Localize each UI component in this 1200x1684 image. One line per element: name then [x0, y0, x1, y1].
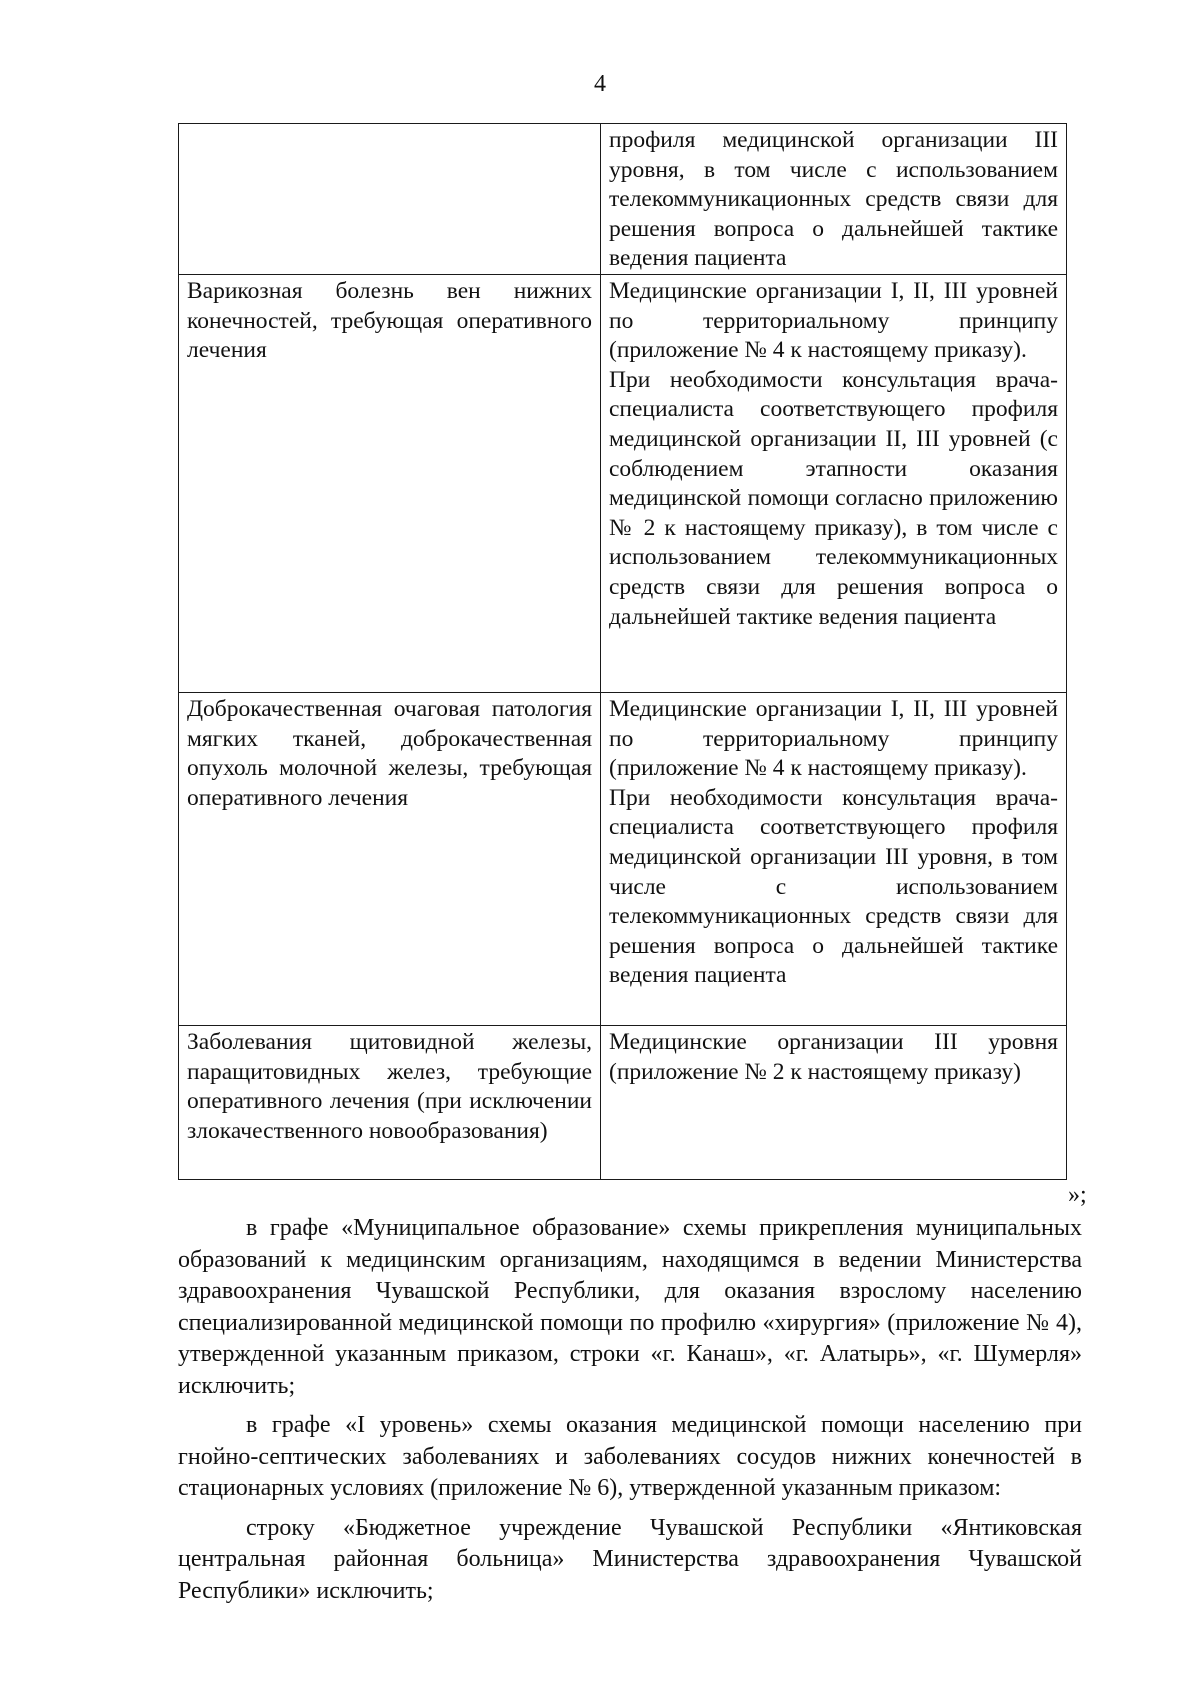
institutions-cell [601, 274, 1067, 692]
closing-quote-mark: »; [1068, 1182, 1087, 1208]
condition-cell [179, 124, 601, 275]
paragraph: строку «Бюджетное учреждение Чувашской Республики «Янтиковская центральная районная больница» Министерства здравоохранения Чувашской Республики» исключить; [178, 1514, 1082, 1604]
institution-paragraph: При необходимости консультация врача-специалиста соответствующего профиля медицинской организации III уровня, в том числе с использованием телекоммуникационных средств связи для решения вопроса о дальнейшей тактике ведения пациента [609, 784, 1058, 989]
condition-cell: Варикозная болезнь вен нижних конечностей, требующая оперативного лечения [179, 274, 601, 692]
institution-paragraph: профиля медицинской организации III уровня, в том числе с использованием телекоммуникационных средств связи для решения вопроса о дальнейшей тактике ведения пациента [609, 127, 1058, 272]
institutions-cell [601, 124, 1067, 275]
table-row [179, 274, 1067, 692]
paragraph: в графе «Муниципальное образование» схемы прикрепления муниципальных образований к медицинским организациям, находящимся в ведении Министерства здравоохранения Чувашской Республики, для оказания взрослому населению специализированной медицинской помощи по профилю «хирургия» (приложение № 4), утвержденной указанным приказом, строки «г. Канаш», «г. Алатырь», «г. Шумерля» исключить; [178, 1215, 1082, 1399]
institution-paragraph: При необходимости консультация врача-специалиста соответствующего профиля медицинской организации II, III уровней (с соблюдением этапности оказания медицинской помощи согласно приложению № 2 к настоящему приказу), в том числе с использованием телекоммуникационных средств связи для решения вопроса о дальнейшей тактике ведения пациента [609, 366, 1058, 630]
paragraph: в графе «I уровень» схемы оказания медицинской помощи населению при гнойно-септических заболеваниях и заболеваниях сосудов нижних конечностей в стационарных условиях (приложение № 6), утвержденной указанным приказом: [178, 1412, 1082, 1501]
table-row [179, 124, 1067, 275]
institution-paragraph: Медицинские организации I, II, III уровней по территориальному принципу (приложение № 4 к настоящему приказу). [609, 695, 1058, 782]
body-text [178, 1213, 1082, 1615]
table-row [179, 1025, 1067, 1179]
institutions-cell [601, 1025, 1067, 1179]
institution-paragraph: Медицинские организации I, II, III уровней по территориальному принципу (приложение № 4 к настоящему приказу). [609, 277, 1058, 364]
page-number: 4 [594, 71, 606, 97]
table-row [179, 692, 1067, 1025]
institutions-cell [601, 692, 1067, 1025]
care-routing-table [178, 123, 1067, 1180]
condition-cell: Доброкачественная очаговая патология мягких тканей, доброкачественная опухоль молочной железы, требующая оперативного лечения [179, 692, 601, 1025]
institution-paragraph: Медицинские организации III уровня (приложение № 2 к настоящему приказу) [609, 1028, 1058, 1085]
condition-cell: Заболевания щитовидной железы, паращитовидных желез, требующие оперативного лечения (при исключении злокачественного новообразования) [179, 1025, 601, 1179]
